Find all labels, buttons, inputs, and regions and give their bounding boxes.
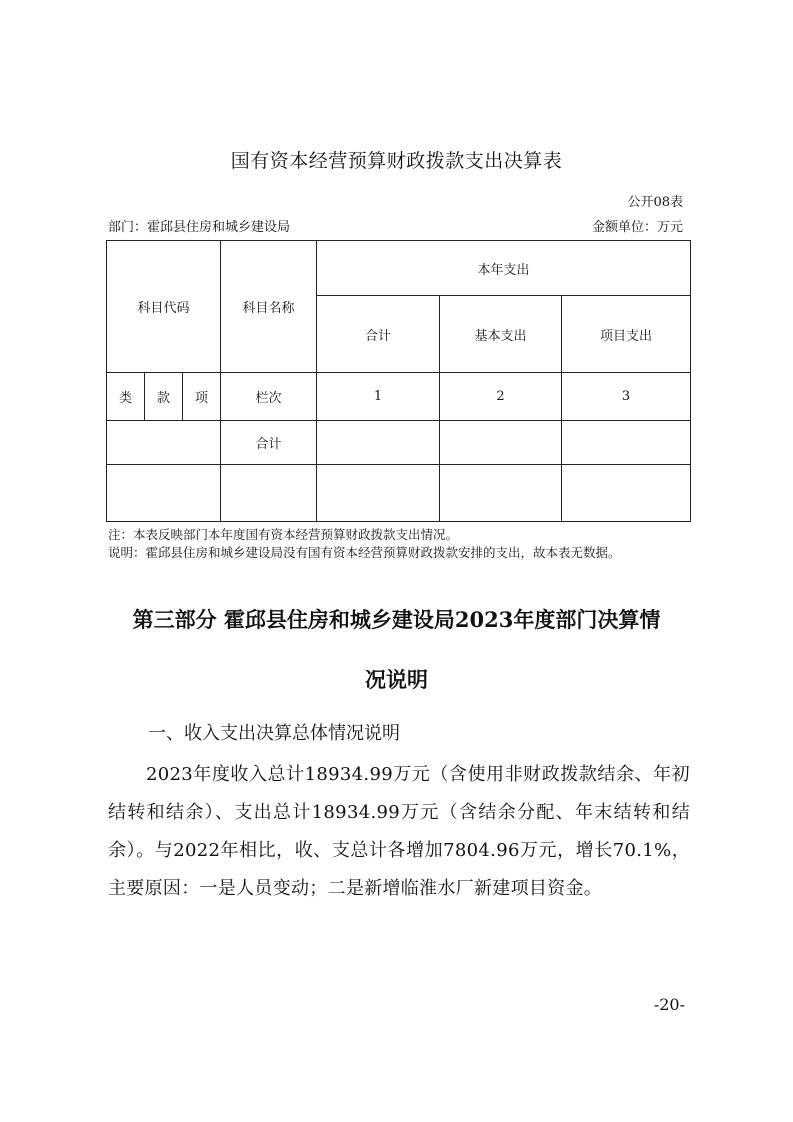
header-kuan: 款 — [145, 373, 183, 421]
empty-row-total — [317, 465, 440, 522]
department-label: 部门：霍邱县住房和城乡建设局 — [108, 220, 291, 235]
subheading: 一、收入支出决算总体情况说明 — [148, 723, 400, 744]
total-row-project — [562, 421, 691, 465]
column-number-2: 2 — [440, 373, 562, 421]
empty-row-project — [562, 465, 691, 522]
section-heading-continued: 况说明 — [365, 667, 428, 692]
form-number: 公开08表 — [627, 195, 683, 210]
body-paragraph: 2023年度收入总计18934.99万元（含使用非财政拨款结余、年初结转和结余）、支出总计18934.99万元（含结余分配、年末结转和结余）。与2022年相比，收、支总计各增加7804.96万元，增长70.1%，主要原因：一是人员变动；二是新增临淮水厂新建项目资金。 — [108, 764, 690, 899]
column-number-3: 3 — [562, 373, 691, 421]
total-row-basic — [440, 421, 562, 465]
header-project-expenditure: 项目支出 — [562, 296, 691, 373]
amount-unit-label: 金额单位：万元 — [591, 220, 683, 235]
table-explanation: 说明：霍邱县住房和城乡建设局没有国有资本经营预算财政拨款安排的支出，故本表无数据。 — [108, 545, 621, 560]
section-heading: 第三部分 霍邱县住房和城乡建设局2023年度部门决算情 — [132, 607, 661, 632]
table-title: 国有资本经营预算财政拨款支出决算表 — [230, 150, 563, 172]
table-note: 注：本表反映部门本年度国有资本经营预算财政拨款支出情况。 — [108, 527, 459, 542]
header-subject-code: 科目代码 — [107, 241, 221, 373]
expenditure-table — [106, 240, 691, 522]
total-row-label: 合计 — [221, 421, 317, 465]
header-xiang: 项 — [183, 373, 221, 421]
header-year-expenditure: 本年支出 — [317, 241, 691, 296]
header-lei: 类 — [107, 373, 145, 421]
column-number-1: 1 — [317, 373, 440, 421]
header-lanci: 栏次 — [221, 373, 317, 421]
header-basic-expenditure: 基本支出 — [440, 296, 562, 373]
empty-row-name — [221, 465, 317, 522]
total-row-total — [317, 421, 440, 465]
empty-row-basic — [440, 465, 562, 522]
empty-row-code — [107, 465, 221, 522]
header-subject-name: 科目名称 — [221, 241, 317, 373]
page-number: -20- — [653, 995, 685, 1014]
header-total: 合计 — [317, 296, 440, 373]
total-row-code — [107, 421, 221, 465]
